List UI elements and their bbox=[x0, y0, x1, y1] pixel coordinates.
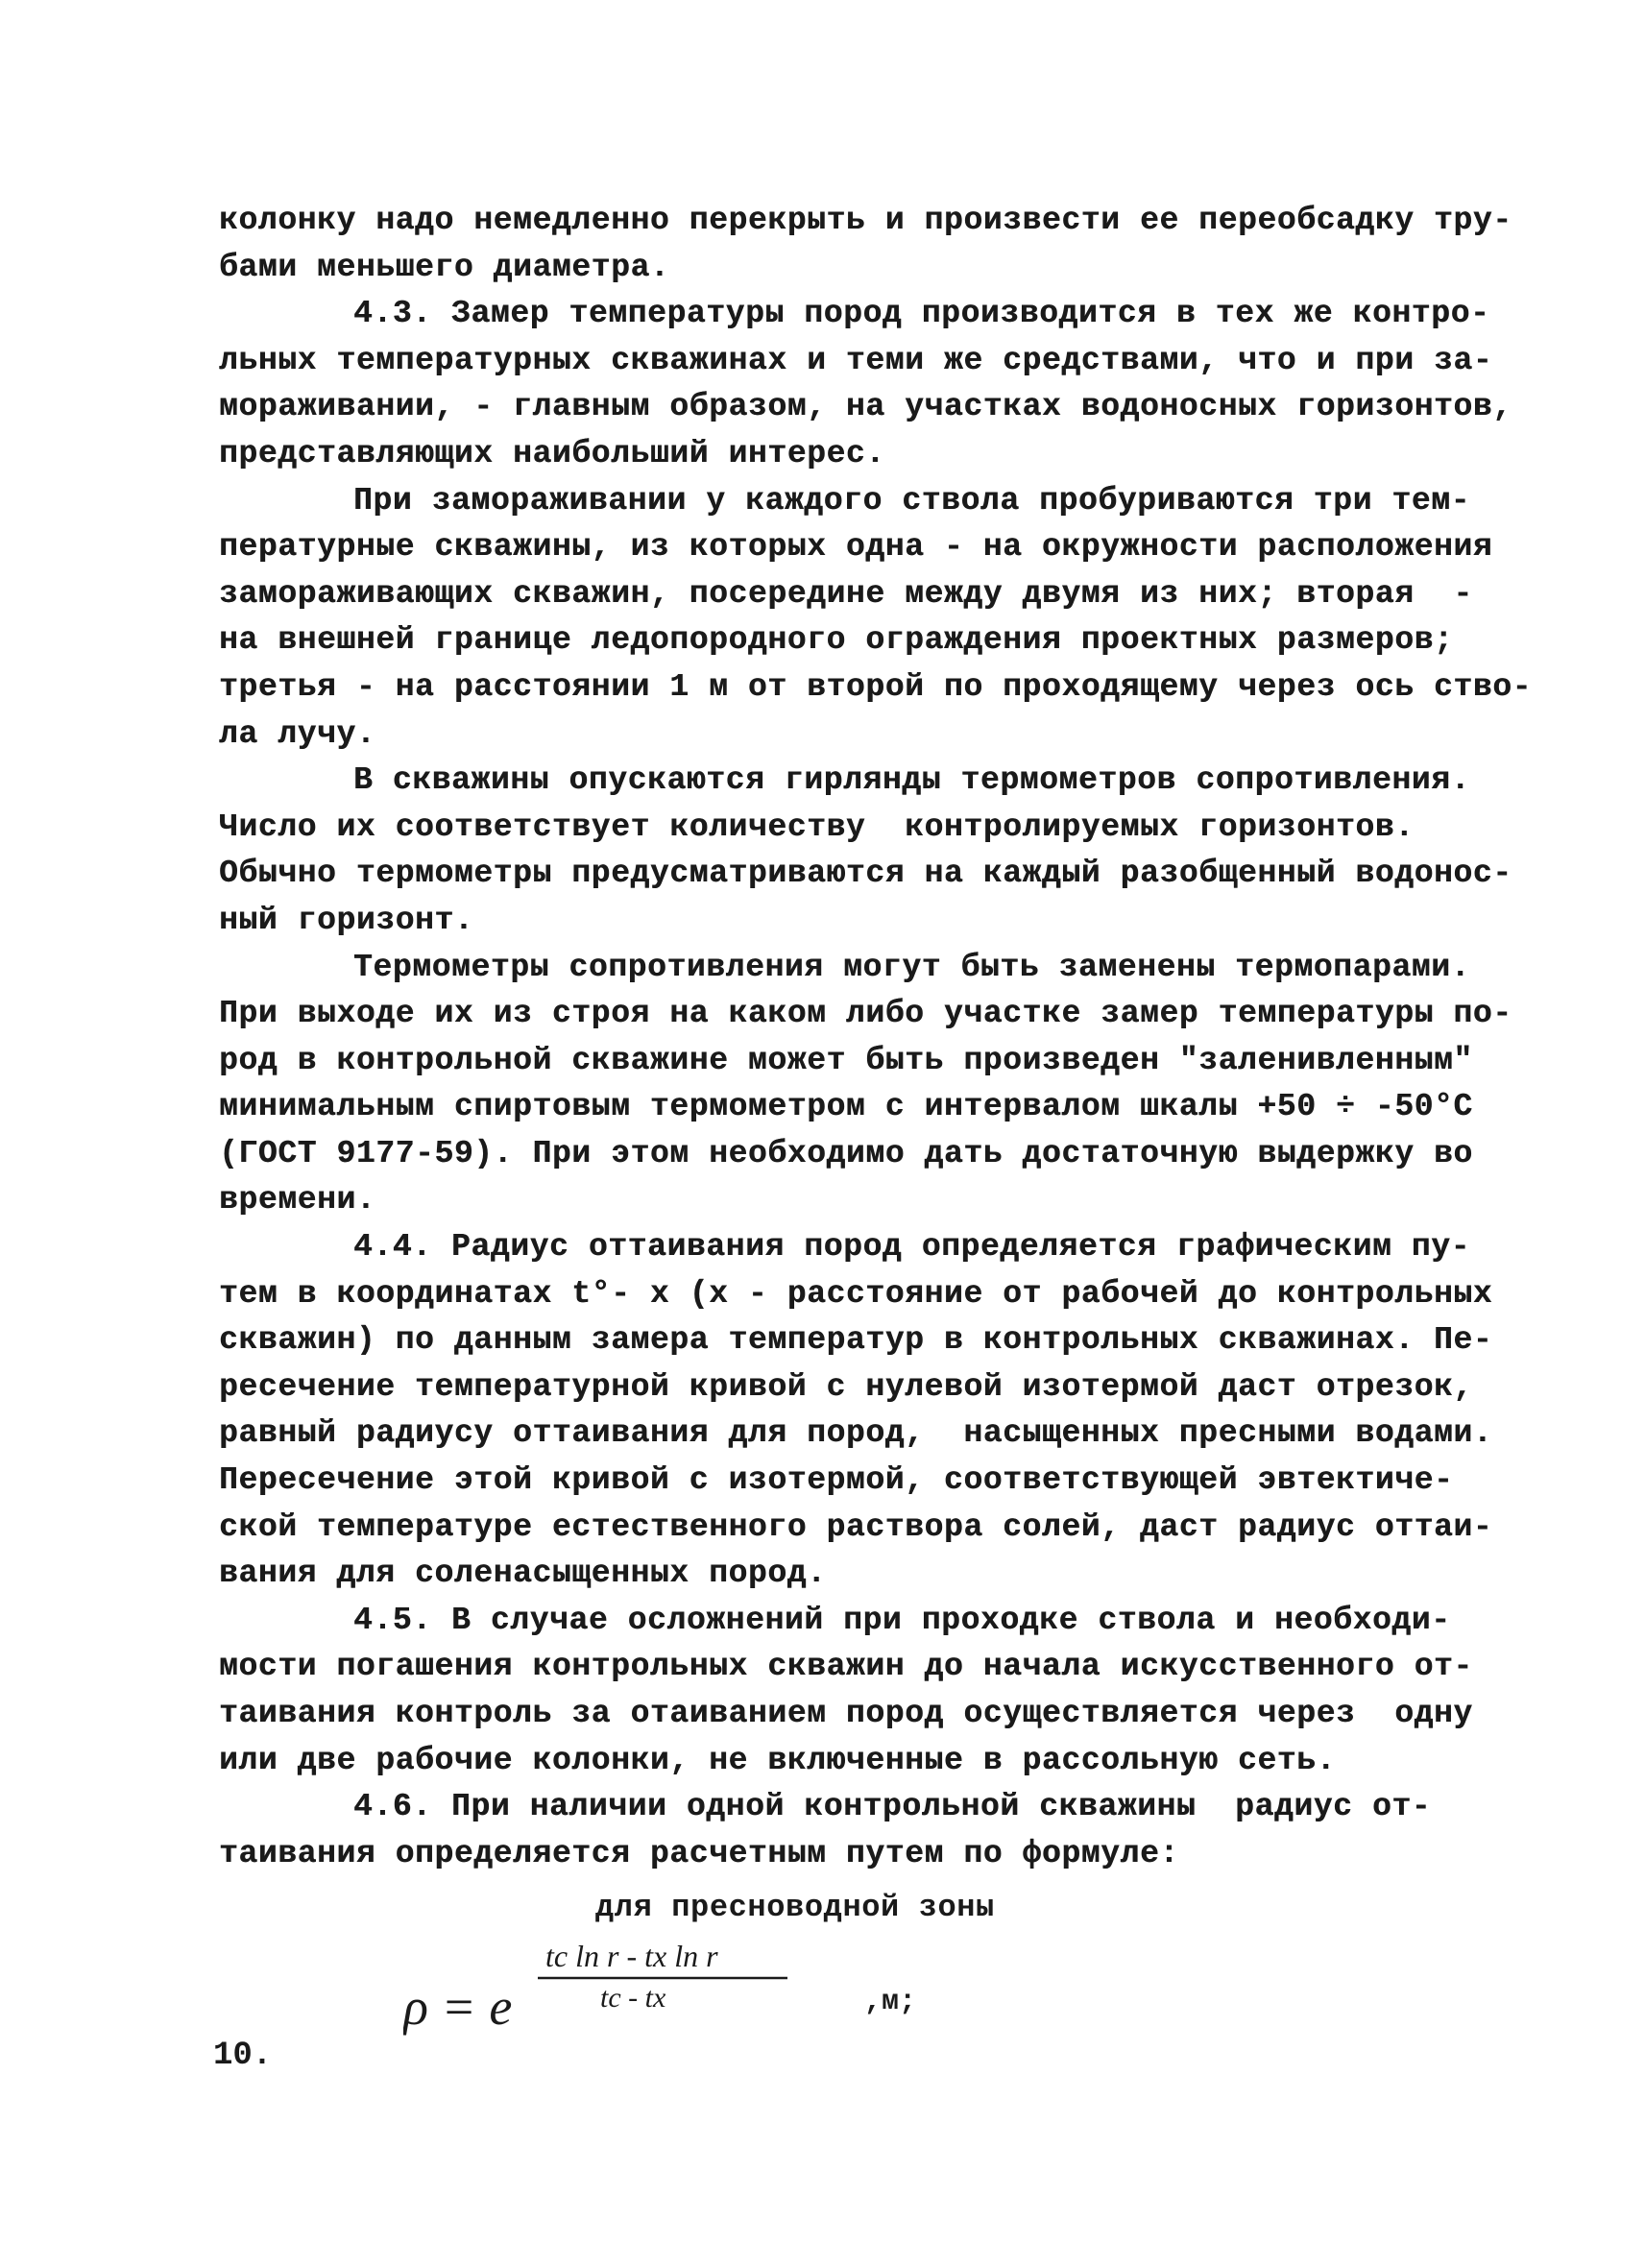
formula-numerator: tc ln r - tx ln r bbox=[545, 1939, 718, 1973]
text-line: род в контрольной скважине может быть произведен "заленивленным" bbox=[219, 1042, 1473, 1078]
text-line: замораживающих скважин, посередине между двумя из них; вторая - bbox=[219, 575, 1473, 612]
text-line: равный радиусу оттаивания для пород, насыщенных пресными водами. bbox=[219, 1415, 1493, 1452]
text-line: пературные скважины, из которых одна - на окружности расположения bbox=[219, 529, 1493, 566]
body-text bbox=[219, 198, 1533, 1877]
text-line: таивания определяется расчетным путем по формуле: bbox=[219, 1835, 1179, 1871]
text-line: таивания контроль за отаиванием пород осуществляется через одну bbox=[219, 1696, 1473, 1731]
text-line: Обычно термометры предусматриваются на каждый разобщенный водонос- bbox=[219, 856, 1512, 892]
thaw-radius-formula bbox=[403, 1930, 980, 2045]
text-line: 4.4. Радиус оттаивания пород определяется графическим пу- bbox=[353, 1229, 1470, 1266]
text-line: времени. bbox=[219, 1182, 376, 1218]
text-line: При замораживании у каждого ствола пробуриваются три тем- bbox=[353, 482, 1470, 519]
text-line: мости погашения контрольных скважин до начала искусственного от- bbox=[219, 1649, 1473, 1685]
text-line: третья - на расстоянии 1 м от второй по проходящему через ось ство- bbox=[219, 668, 1533, 705]
formula-denominator: tc - tx bbox=[600, 1982, 666, 2014]
text-line: ный горизонт. bbox=[219, 902, 474, 938]
text-line: При выходе их из строя на каком либо участке замер температуры по- bbox=[219, 996, 1512, 1032]
formula-unit: ,м; bbox=[864, 1986, 917, 2018]
text-line: ла лучу. bbox=[219, 715, 376, 752]
formula-caption: для пресноводной зоны bbox=[595, 1890, 995, 1925]
page-number: 10. bbox=[213, 2038, 273, 2074]
text-line: Термометры сопротивления могут быть заменены термопарами. bbox=[353, 949, 1470, 985]
text-line: колонку надо немедленно перекрыть и произвести ее переобсадку тру- bbox=[219, 203, 1512, 238]
text-line: Число их соответствует количеству контролируемых горизонтов. bbox=[219, 808, 1415, 845]
text-line: на внешней границе ледопородного ограждения проектных размеров; bbox=[219, 622, 1454, 659]
text-line: ской температуре естественного раствора солей, даст радиус оттаи- bbox=[219, 1508, 1493, 1545]
text-line: (ГОСТ 9177-59). При этом необходимо дать достаточную выдержку во bbox=[219, 1135, 1473, 1171]
text-line: скважин) по данным замера температур в контрольных скважинах. Пе- bbox=[219, 1322, 1493, 1359]
text-line: бами меньшего диаметра. bbox=[219, 249, 670, 285]
text-line: тем в координатах t°- x (x - расстояние от рабочей до контрольных bbox=[219, 1275, 1493, 1312]
text-line: мораживании, - главным образом, на участках водоносных горизонтов, bbox=[219, 389, 1512, 425]
formula-lhs: ρ = e bbox=[403, 1978, 513, 2036]
text-line: Пересечение этой кривой с изотермой, соответствующей эвтектиче- bbox=[219, 1462, 1454, 1499]
text-line: льных температурных скважинах и теми же средствами, что и при за- bbox=[219, 342, 1493, 378]
text-line: представляющих наибольший интерес. bbox=[219, 435, 885, 471]
text-line: 4.3. Замер температуры пород производится в тех же контро- bbox=[353, 296, 1490, 332]
text-line: вания для соленасыщенных пород. bbox=[219, 1556, 827, 1592]
text-line: ресечение температурной кривой с нулевой изотермой даст отрезок, bbox=[219, 1368, 1473, 1405]
text-line: минимальным спиртовым термометром с интервалом шкалы +50 ÷ -50°С bbox=[219, 1089, 1473, 1125]
text-line: 4.6. При наличии одной контрольной скважины радиус от- bbox=[353, 1789, 1432, 1825]
text-line: 4.5. В случае осложнений при проходке ствола и необходи- bbox=[353, 1602, 1451, 1638]
text-line: или две рабочие колонки, не включенные в рассольную сеть. bbox=[219, 1742, 1336, 1778]
text-line: В скважины опускаются гирлянды термометров сопротивления. bbox=[353, 762, 1470, 799]
